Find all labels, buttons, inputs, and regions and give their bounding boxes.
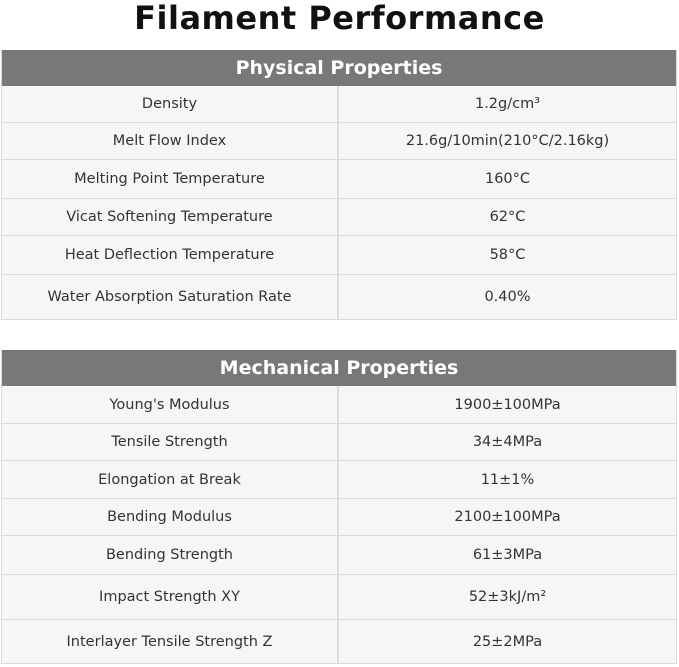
property-name: Melt Flow Index (2, 123, 339, 159)
property-value: 25±2MPa (472, 633, 543, 650)
table-row (2, 461, 676, 499)
property-value: 58°C (489, 247, 526, 263)
table-row (2, 275, 676, 320)
property-value: 160°C (484, 171, 531, 187)
property-value: 1.2g/cm³ (474, 96, 541, 112)
property-value: 61±3MPa (472, 547, 543, 563)
property-value: 34±4MPa (472, 434, 543, 450)
property-value: 1900±100MPa (454, 396, 561, 413)
property-value: 21.6g/10min(210°C/2.16kg) (405, 133, 610, 149)
table-row (2, 160, 676, 199)
table-row (2, 536, 676, 575)
property-value: 62°C (489, 209, 526, 225)
property-name: Interlayer Tensile Strength Z (2, 620, 339, 663)
table-row (2, 236, 676, 275)
property-value: 52±3kJ/m² (468, 589, 547, 605)
property-value: 11±1% (480, 471, 535, 488)
property-name: Heat Deflection Temperature (2, 236, 339, 274)
property-value: 0.40% (484, 289, 531, 305)
property-name: Vicat Softening Temperature (2, 199, 339, 235)
property-value: 2100±100MPa (454, 509, 561, 525)
page-title: Filament Performance (134, 0, 545, 37)
property-name: Bending Strength (2, 536, 339, 574)
property-name: Melting Point Temperature (2, 160, 339, 198)
property-name: Water Absorption Saturation Rate (2, 275, 339, 319)
property-name: Impact Strength XY (2, 575, 339, 619)
table-row (2, 424, 676, 461)
table-row (2, 620, 676, 664)
property-name: Tensile Strength (2, 424, 339, 460)
property-name: Young's Modulus (2, 386, 339, 423)
table-row (2, 499, 676, 536)
property-name: Bending Modulus (2, 499, 339, 535)
table-row (2, 199, 676, 236)
property-name: Density (2, 86, 339, 122)
table-row (2, 575, 676, 620)
table-row (2, 386, 676, 424)
mechanical-properties-header: Mechanical Properties (2, 350, 676, 386)
physical-properties-table (1, 50, 677, 320)
table-row (2, 123, 676, 160)
physical-properties-header: Physical Properties (2, 50, 676, 86)
mechanical-properties-table (1, 350, 677, 664)
property-name: Elongation at Break (2, 461, 339, 498)
table-row (2, 86, 676, 123)
